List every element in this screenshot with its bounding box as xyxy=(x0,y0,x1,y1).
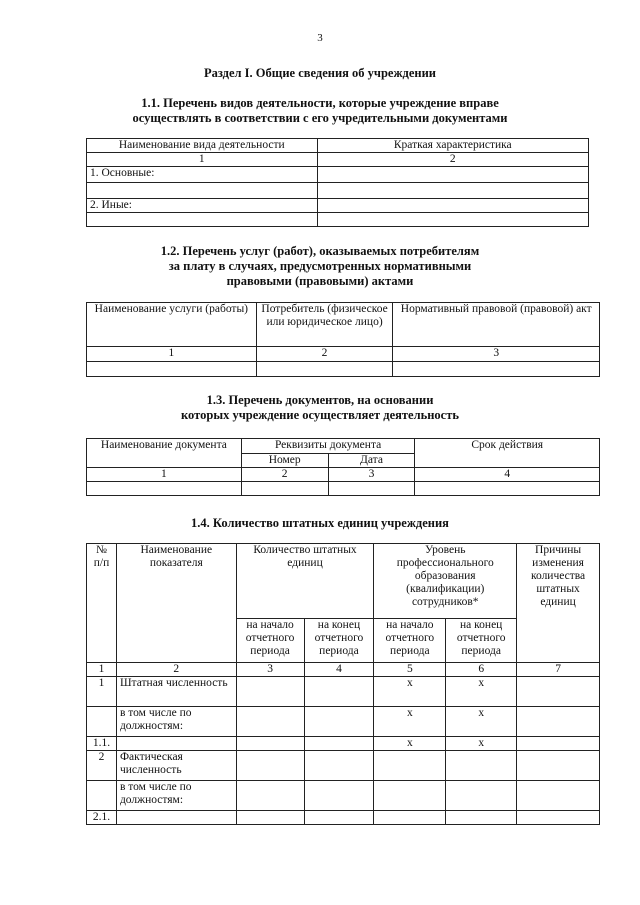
s14-cell xyxy=(517,707,600,737)
s14-cell xyxy=(236,707,304,737)
s14-num-3: 3 xyxy=(236,663,304,677)
s12-col-act: Нормативный правовой (правовой) акт xyxy=(393,303,600,347)
s13-num-2: 2 xyxy=(241,468,328,482)
s14-r2-name: в том числе по должностям: xyxy=(116,707,236,737)
s14-num-7: 7 xyxy=(517,663,600,677)
s14-r1-no: 1 xyxy=(87,677,117,707)
s14-cell xyxy=(304,811,374,825)
s12-title-line1: 1.2. Перечень услуг (работ), оказываемых потребителям xyxy=(160,244,480,258)
s14-cell xyxy=(304,751,374,781)
s12-cell xyxy=(87,362,257,377)
s14-title: 1.4. Количество штатных единиц учреждения xyxy=(191,516,449,530)
s14-cell xyxy=(517,781,600,811)
s14-num-1: 1 xyxy=(87,663,117,677)
s12-title-line3: правовыми (правовыми) актами xyxy=(226,274,414,288)
s12-col-service: Наименование услуги (работы) xyxy=(87,303,257,347)
s14-cell xyxy=(304,677,374,707)
s13-cell xyxy=(328,482,415,496)
s14-num-4: 4 xyxy=(304,663,374,677)
s14-col-name: Наименование показателя xyxy=(116,544,236,663)
s12-col-consumer: Потребитель (физическое или юридическое лицо) xyxy=(256,303,393,347)
s13-col-number: Номер xyxy=(241,454,328,468)
s14-cell xyxy=(116,811,236,825)
s12-num-1: 1 xyxy=(87,347,257,362)
s14-col-no: № п/п xyxy=(87,544,117,663)
s11-cell xyxy=(317,213,588,227)
s11-title-line1: 1.1. Перечень видов деятельности, которые учреждение вправе xyxy=(141,96,499,110)
s14-cell xyxy=(87,707,117,737)
s14-cell xyxy=(517,737,600,751)
s13-cell xyxy=(87,482,242,496)
s14-x-mark: х xyxy=(374,677,446,707)
s11-cell xyxy=(87,213,318,227)
s14-cell xyxy=(374,751,446,781)
s13-col-validity: Срок действия xyxy=(415,439,600,468)
s14-col-reason: Причины изменения количества штатных единиц xyxy=(517,544,600,663)
s14-r4-no: 2 xyxy=(87,751,117,781)
s11-table xyxy=(86,138,589,227)
s14-cell xyxy=(374,781,446,811)
s11-row-other: 2. Иные: xyxy=(87,199,318,213)
s13-title-line1: 1.3. Перечень документов, на основании xyxy=(206,393,434,407)
s14-cell xyxy=(374,811,446,825)
s14-cell xyxy=(446,751,517,781)
s13-col-document: Наименование документа xyxy=(87,439,242,468)
s13-col-date: Дата xyxy=(328,454,415,468)
s14-num-6: 6 xyxy=(446,663,517,677)
s14-col-level: Уровень профессионального образования (квалификации) сотрудников* xyxy=(374,544,517,619)
s14-cell xyxy=(517,811,600,825)
s11-row-main: 1. Основные: xyxy=(87,167,318,183)
s13-num-4: 4 xyxy=(415,468,600,482)
s14-x-mark: х xyxy=(446,737,517,751)
s14-x-mark: х xyxy=(374,707,446,737)
s14-cell xyxy=(236,737,304,751)
s14-sub-start: на начало отчетного периода xyxy=(374,619,446,663)
s12-cell xyxy=(256,362,393,377)
s11-col-activity: Наименование вида деятельности xyxy=(87,139,318,153)
s14-cell xyxy=(116,737,236,751)
s14-r3-no: 1.1. xyxy=(87,737,117,751)
s14-cell xyxy=(236,811,304,825)
s13-table xyxy=(86,438,600,496)
s14-cell xyxy=(304,707,374,737)
s14-x-mark: х xyxy=(374,737,446,751)
s12-num-2: 2 xyxy=(256,347,393,362)
s13-col-requisites: Реквизиты документа xyxy=(241,439,415,454)
s14-cell xyxy=(304,781,374,811)
s11-cell xyxy=(87,183,318,199)
s14-r6-no: 2.1. xyxy=(87,811,117,825)
s12-cell xyxy=(393,362,600,377)
s14-x-mark: х xyxy=(446,707,517,737)
s13-num-3: 3 xyxy=(328,468,415,482)
s14-r5-name: в том числе по должностям: xyxy=(116,781,236,811)
s14-sub-end: на конец отчетного периода xyxy=(446,619,517,663)
s14-cell xyxy=(446,811,517,825)
s14-x-mark: х xyxy=(446,677,517,707)
s14-r4-name: Фактическая численность xyxy=(116,751,236,781)
page-number: 3 xyxy=(317,32,323,44)
s11-cell xyxy=(317,199,588,213)
s12-title xyxy=(60,244,580,289)
s14-num-2: 2 xyxy=(116,663,236,677)
s11-title-line2: осуществлять в соответствии с его учредительными документами xyxy=(132,111,508,125)
s11-title xyxy=(60,96,580,126)
s13-title-line2: которых учреждение осуществляет деятельность xyxy=(181,408,459,422)
s11-num-2: 2 xyxy=(317,153,588,167)
s14-r1-name: Штатная численность xyxy=(116,677,236,707)
s14-cell xyxy=(517,751,600,781)
s14-cell xyxy=(236,677,304,707)
s13-cell xyxy=(241,482,328,496)
s12-table xyxy=(86,302,600,377)
s14-cell xyxy=(236,751,304,781)
s14-cell xyxy=(236,781,304,811)
s14-cell xyxy=(446,781,517,811)
s14-cell xyxy=(517,677,600,707)
s14-sub-end: на конец отчетного периода xyxy=(304,619,374,663)
section-title: Раздел I. Общие сведения об учреждении xyxy=(203,66,437,80)
s12-num-3: 3 xyxy=(393,347,600,362)
s11-cell xyxy=(317,167,588,183)
s11-cell xyxy=(317,183,588,199)
s11-col-description: Краткая характеристика xyxy=(317,139,588,153)
s11-num-1: 1 xyxy=(87,153,318,167)
s14-cell xyxy=(87,781,117,811)
s14-num-5: 5 xyxy=(374,663,446,677)
s12-title-line2: за плату в случаях, предусмотренных нормативными xyxy=(168,259,472,273)
s13-title xyxy=(60,393,580,423)
s13-cell xyxy=(415,482,600,496)
s14-cell xyxy=(304,737,374,751)
s13-num-1: 1 xyxy=(87,468,242,482)
s14-sub-start: на начало отчетного периода xyxy=(236,619,304,663)
s14-col-qty: Количество штатных единиц xyxy=(236,544,374,619)
s14-table xyxy=(86,543,600,825)
